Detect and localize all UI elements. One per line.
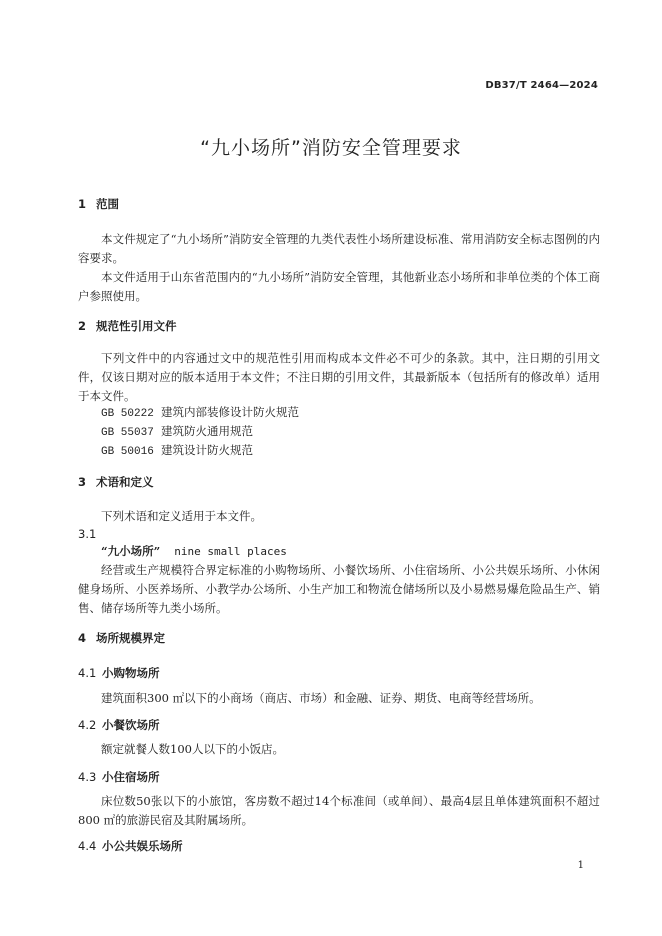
- section-number: 1: [78, 197, 87, 211]
- section-title: 术语和定义: [96, 475, 154, 489]
- paragraph: 额定就餐人数100人以下的小饭店。: [101, 742, 284, 756]
- section-title: 范围: [96, 197, 119, 211]
- section-number: 2: [78, 319, 87, 333]
- term-number: 3.1: [78, 527, 97, 541]
- paragraph: 本文件适用于山东省范围内的“九小场所”消防安全管理，其他新业态小场所和非单位类的个体工商户参照使用。: [78, 270, 600, 303]
- subsection-4-4-heading: [78, 838, 183, 854]
- subsection-number: 4.4: [78, 839, 97, 853]
- subsection-4-1-heading: [78, 665, 160, 681]
- subsection-title: 小公共娱乐场所: [102, 839, 183, 853]
- reference-title: 建筑设计防火规范: [161, 443, 253, 457]
- term-english: nine small places: [174, 545, 287, 558]
- subsection-4-2-heading: [78, 717, 160, 733]
- reference-code: GB 50222: [101, 408, 154, 420]
- section-number: 3: [78, 475, 87, 489]
- section-number: 4: [78, 631, 87, 645]
- page-number: 1: [577, 860, 584, 871]
- section-3-heading: [78, 474, 154, 490]
- reference-item: [101, 422, 253, 443]
- section-title: 规范性引用文件: [96, 319, 177, 333]
- reference-title: 建筑内部装修设计防火规范: [161, 405, 299, 419]
- reference-item: [101, 403, 299, 424]
- term-entry: [101, 542, 287, 561]
- standard-code: DB37/T 2464—2024: [485, 80, 598, 91]
- subsection-number: 4.2: [78, 718, 97, 732]
- subsection-title: 小住宿场所: [102, 770, 160, 784]
- paragraph: 床位数50张以下的小旅馆，客房数不超过14个标准间（或单间）、最高4层且单体建筑面积不超过800 ㎡的旅游民宿及其附属场所。: [78, 794, 600, 827]
- reference-code: GB 55037: [101, 427, 154, 439]
- reference-title: 建筑防火通用规范: [161, 424, 253, 438]
- term-chinese: “九小场所”: [101, 544, 161, 558]
- section-1-heading: [78, 196, 119, 212]
- reference-item: [101, 441, 253, 462]
- subsection-number: 4.1: [78, 666, 97, 680]
- document-title: “九小场所”消防安全管理要求: [200, 137, 462, 159]
- paragraph: 建筑面积300 ㎡以下的小商场（商店、市场）和金融、证券、期货、电商等经营场所。: [101, 691, 541, 705]
- paragraph: 下列文件中的内容通过文中的规范性引用而构成本文件必不可少的条款。其中，注日期的引用文件，仅该日期对应的版本适用于本文件；不注日期的引用文件，其最新版本（包括所有的修改单）适用于本文件。: [78, 351, 600, 403]
- section-title: 场所规模界定: [96, 631, 165, 645]
- subsection-title: 小购物场所: [102, 666, 160, 680]
- reference-code: GB 50016: [101, 446, 154, 458]
- subsection-4-3-heading: [78, 769, 160, 785]
- section-2-heading: [78, 318, 177, 334]
- subsection-number: 4.3: [78, 770, 97, 784]
- section-4-heading: [78, 630, 165, 646]
- subsection-title: 小餐饮场所: [102, 718, 160, 732]
- paragraph: 本文件规定了“九小场所”消防安全管理的九类代表性小场所建设标准、常用消防安全标志图例的内容要求。: [78, 232, 600, 265]
- paragraph: 下列术语和定义适用于本文件。: [101, 509, 262, 523]
- term-definition: 经营或生产规模符合界定标准的小购物场所、小餐饮场所、小住宿场所、小公共娱乐场所、小休闲健身场所、小医养场所、小教学办公场所、小生产加工和物流仓储场所以及小易燃易爆危险品生产、销售、储存场所等九类小场所。: [78, 563, 600, 615]
